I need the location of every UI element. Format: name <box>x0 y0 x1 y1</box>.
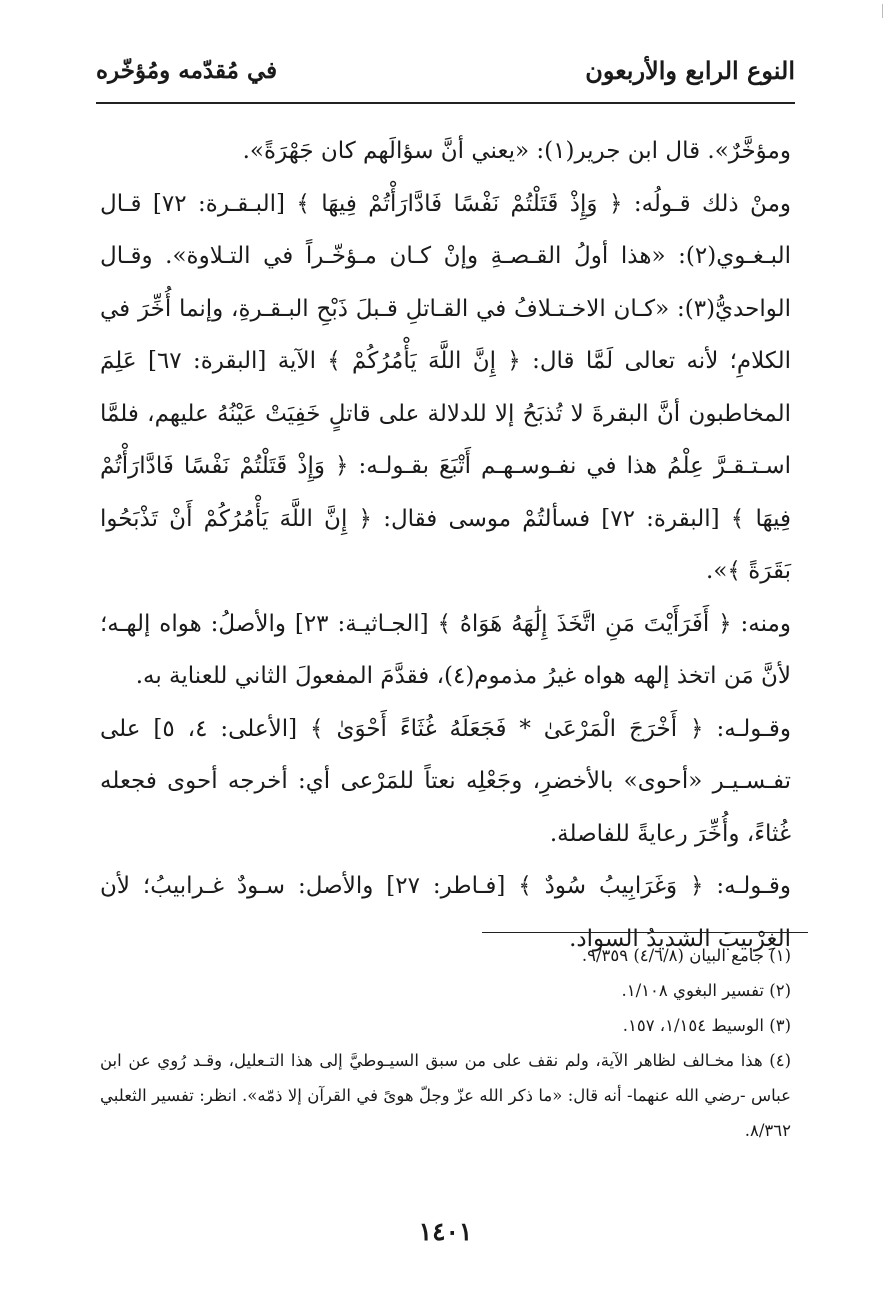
page-number: ١٤٠١ <box>418 1217 473 1246</box>
scan-edge-mark <box>882 4 883 18</box>
header-divider <box>96 102 795 104</box>
body-paragraph: ومنه: ﴿ أَفَرَأَيْتَ مَنِ اتَّخَذَ إِلَٰهَهُ هَوَاهُ ﴾ [الجـاثيـة: ٢٣] والأصلُ: هواه إلهـه؛ لأنَّ مَن اتخذ إلهه هواه غيرُ مذموم(٤)، فقدَّمَ المفعولَ الثاني للعناية به. <box>100 610 791 689</box>
footnote: (٤) هذا مخـالف لظاهر الآية، ولم نقف على من سبق السيـوطيَّ إلى هذا التـعليل، وقـد رُوي عن ابن عباس -رضي الله عنهما- أنه قال: «ما ذكر الله عزّ وجلّ هوىً في القرآن إلا ذمّه». انظر: تفسير الثعلبي ٨/٣٦٢. <box>100 1051 791 1140</box>
chapter-title: النوع الرابع والأربعون <box>585 56 795 85</box>
footnotes <box>100 938 791 1148</box>
section-subtitle: في مُقدّمه ومُؤخّره <box>96 57 278 84</box>
main-text <box>100 125 791 965</box>
footnote: (٢) تفسير البغوي ١/١٠٨. <box>621 981 791 1000</box>
footnote: (٣) الوسيط ١/١٥٤، ١٥٧. <box>622 1016 791 1035</box>
body-paragraph: وقـولـه: ﴿ أَخْرَجَ الْمَرْعَىٰ * فَجَعَلَهُ غُثَاءً أَحْوَىٰ ﴾ [الأعلى: ٤، ٥] على تفـسـيـر «أحوى» بالأخضرِ، وجَعْلِه نعتاً للمَرْعى أي: أخرجه أحوى فجعله غُثاءً، وأُخِّرَ رعايةً للفاصلة. <box>100 715 791 847</box>
running-header <box>96 48 795 98</box>
body-paragraph: ومؤخَّرٌ». قال ابن جرير(١): «يعني أنَّ سؤالَهم كان جَهْرَةً». <box>242 138 791 164</box>
body-paragraph: وقـولـه: ﴿ وَغَرَابِيبُ سُودٌ ﴾ [فـاطر: ٢٧] والأصل: سـودٌ غـرابيبُ؛ لأن الغِرْبيبَ الشديدُ السواد. <box>100 873 791 952</box>
footnote: (١) جامع البيان (٤/٦/٨) ٩/٣٥٩. <box>581 946 791 965</box>
body-paragraph: ومنْ ذلك قـولُه: ﴿ وَإِذْ قَتَلْتُمْ نَفْسًا فَادَّارَأْتُمْ فِيهَا ﴾ [البـقـرة: ٧٢] قـال البـغـوي(٢): «هذا أولُ القـصـةِ وإنْ كـان مـؤخّـراً في التـلاوة». وقـال الواحديُّ(٣): «كـان الاخـتـلافُ في القـاتلِ قـبلَ ذَبْحِ البـقـرةِ، وإنما أُخِّرَ في الكلامِ؛ لأنه تعالى لَمَّا قال: ﴿ إِنَّ اللَّهَ يَأْمُرُكُمْ ﴾ الآية [البقرة: ٦٧] عَلِمَ المخاطبون أنَّ البقرةَ لا تُذبَحُ إلا للدلالة على قاتلٍ خَفِيَتْ عَيْنُهُ عليهم، فلمَّا اسـتـقـرَّ عِلْمُ هذا في نفـوسـهـم أَتْبَعَ بقـولـه: ﴿ وَإِذْ قَتَلْتُمْ نَفْسًا فَادَّارَأْتُمْ فِيهَا ﴾ [البقرة: ٧٢] فسألتُمْ موسى فقال: ﴿ إِنَّ اللَّهَ يَأْمُرُكُمْ أَنْ تَذْبَحُوا بَقَرَةً ﴾». <box>100 190 792 584</box>
footnote-divider <box>482 932 808 933</box>
